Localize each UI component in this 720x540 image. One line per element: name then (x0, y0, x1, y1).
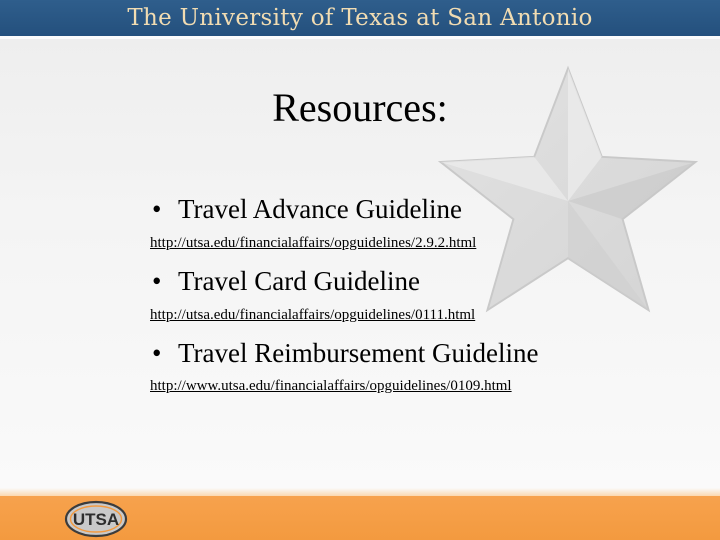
bullet-item-travel-reimbursement (152, 338, 538, 369)
bullet-item-travel-advance (152, 194, 462, 225)
header-divider (0, 36, 720, 39)
link-travel-reimbursement[interactable]: http://www.utsa.edu/financialaffairs/opguidelines/0109.html (150, 378, 512, 394)
header-title: The University of Texas at San Antonio (127, 5, 593, 31)
slide-title: Resources: (272, 85, 448, 130)
footer-fade (0, 488, 720, 496)
bullet-icon: • (152, 338, 162, 368)
bullet-label: Travel Advance Guideline (178, 194, 462, 224)
link-travel-advance[interactable]: http://utsa.edu/financialaffairs/opguidelines/2.9.2.html (150, 235, 477, 251)
bullet-item-travel-card (152, 266, 420, 297)
bullet-icon: • (152, 194, 162, 224)
bullet-label: Travel Reimbursement Guideline (178, 338, 539, 368)
bullet-icon: • (152, 266, 162, 296)
utsa-logo (64, 499, 128, 539)
link-travel-card[interactable]: http://utsa.edu/financialaffairs/opguidelines/0111.html (150, 307, 476, 323)
bullet-label: Travel Card Guideline (178, 266, 420, 296)
utsa-logo-text: UTSA (72, 510, 120, 529)
